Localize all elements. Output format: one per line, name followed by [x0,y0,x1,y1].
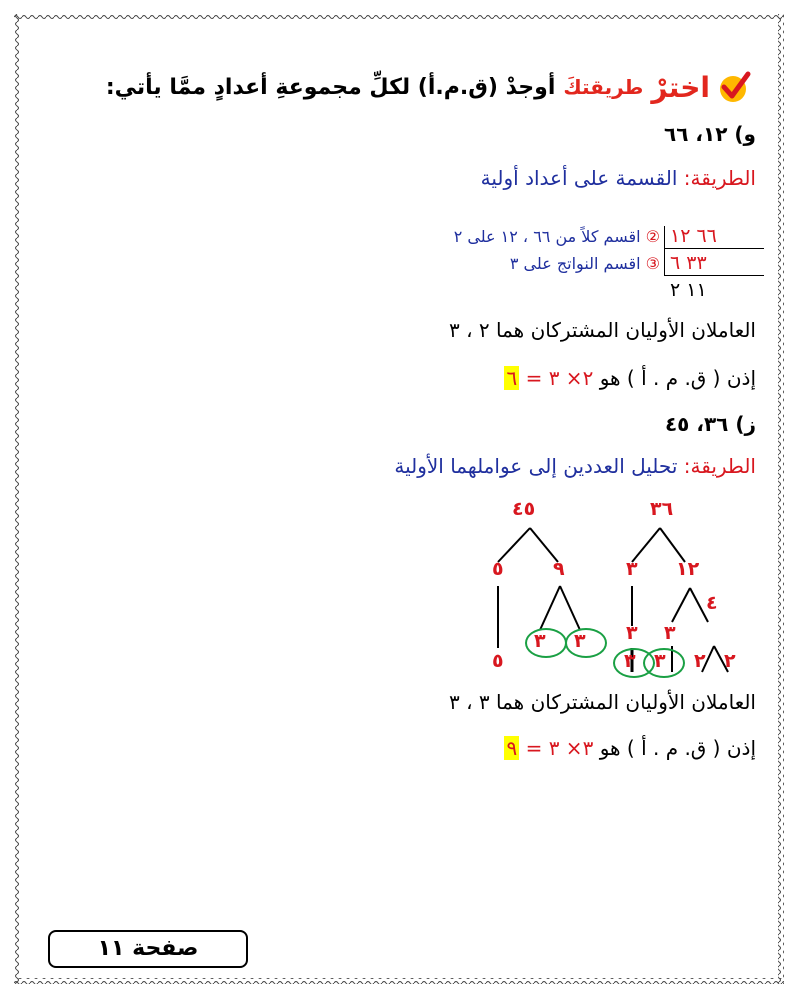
step-2-text: اقسم كلاً من ٦٦ ، ١٢ على ٢ [453,227,641,246]
tree45-right: ٩ [553,558,565,580]
part-z-label: ز) ٣٦، ٤٥ [664,412,756,436]
method-name: تحليل العددين إلى عواملهما الأولية [394,454,678,478]
method-name: القسمة على أعداد أولية [480,166,678,190]
header-title-sub: طريقتكَ [563,75,644,99]
step-2-badge: ② [645,227,660,246]
tree45-left-leaf: ٥ [492,650,504,672]
common-factor-circle [565,628,607,658]
checkmark-icon [718,70,752,104]
step-3-text: اقسم النواتج على ٣ [509,254,641,273]
part-w-conclusion [504,366,756,390]
tree36-mid-mid: ٣ [664,622,676,644]
page-number-box: صفحة ١١ [48,930,248,968]
tree36-mid-right: ٤ [706,592,718,614]
part-w-label: و) ١٢، ٦٦ [664,122,756,146]
step-2-note [454,227,660,246]
conclusion-answer: ٦ [506,366,518,390]
div-line-1 [664,248,764,249]
step-3-badge: ③ [645,254,660,273]
div-row-3: ١١ ٢ [670,279,707,301]
part-w-method [481,166,756,190]
conclusion-expr: ٢× ٣ = [525,366,594,390]
part-w-common-factors: العاملان الأوليان المشتركان هما ٢ ، ٣ [449,318,756,342]
tree45-left: ٥ [492,558,504,580]
common-factor-circle [643,648,685,678]
conclusion-prefix: إذن ( ق. م . أ ) هو [599,366,756,390]
header-instruction: أوجدْ (ق.م.أ) لكلِّ مجموعةِ أعدادٍ ممَّا يأتي: [105,74,556,100]
conclusion-expr: ٣× ٣ = [525,736,594,760]
tree36-mid-left: ٣ [626,622,638,644]
div-line-2 [664,275,764,276]
div-row-2: ٣٣ ٦ [670,252,707,274]
tree36-leaf-1: ٣ [624,650,636,672]
tree45-root: ٤٥ [512,498,536,520]
div-bar [664,226,665,276]
method-label: الطريقة: [683,166,756,190]
tree45-right-leaf-1: ٣ [534,630,546,652]
part-z-conclusion [504,736,756,760]
common-factor-circle [525,628,567,658]
tree36-leaf-2: ٣ [654,650,666,672]
tree36-leaf-3: ٢ [694,650,706,672]
part-z-method [394,454,756,478]
tree36-left: ٣ [626,558,638,580]
header-title-main: اخترْ [651,70,710,104]
tree36-leaf-4: ٢ [724,650,736,672]
div-row-1: ٦٦ ١٢ [670,225,717,247]
method-label: الطريقة: [683,454,756,478]
tree45-right-leaf-2: ٣ [574,630,586,652]
conclusion-prefix: إذن ( ق. م . أ ) هو [599,736,756,760]
conclusion-answer: ٩ [506,736,518,760]
exercise-header [106,70,752,104]
tree36-root: ٣٦ [650,498,674,520]
step-3-note [510,254,660,273]
part-z-common-factors: العاملان الأوليان المشتركان هما ٣ ، ٣ [449,690,756,714]
tree36-right: ١٢ [676,558,700,580]
